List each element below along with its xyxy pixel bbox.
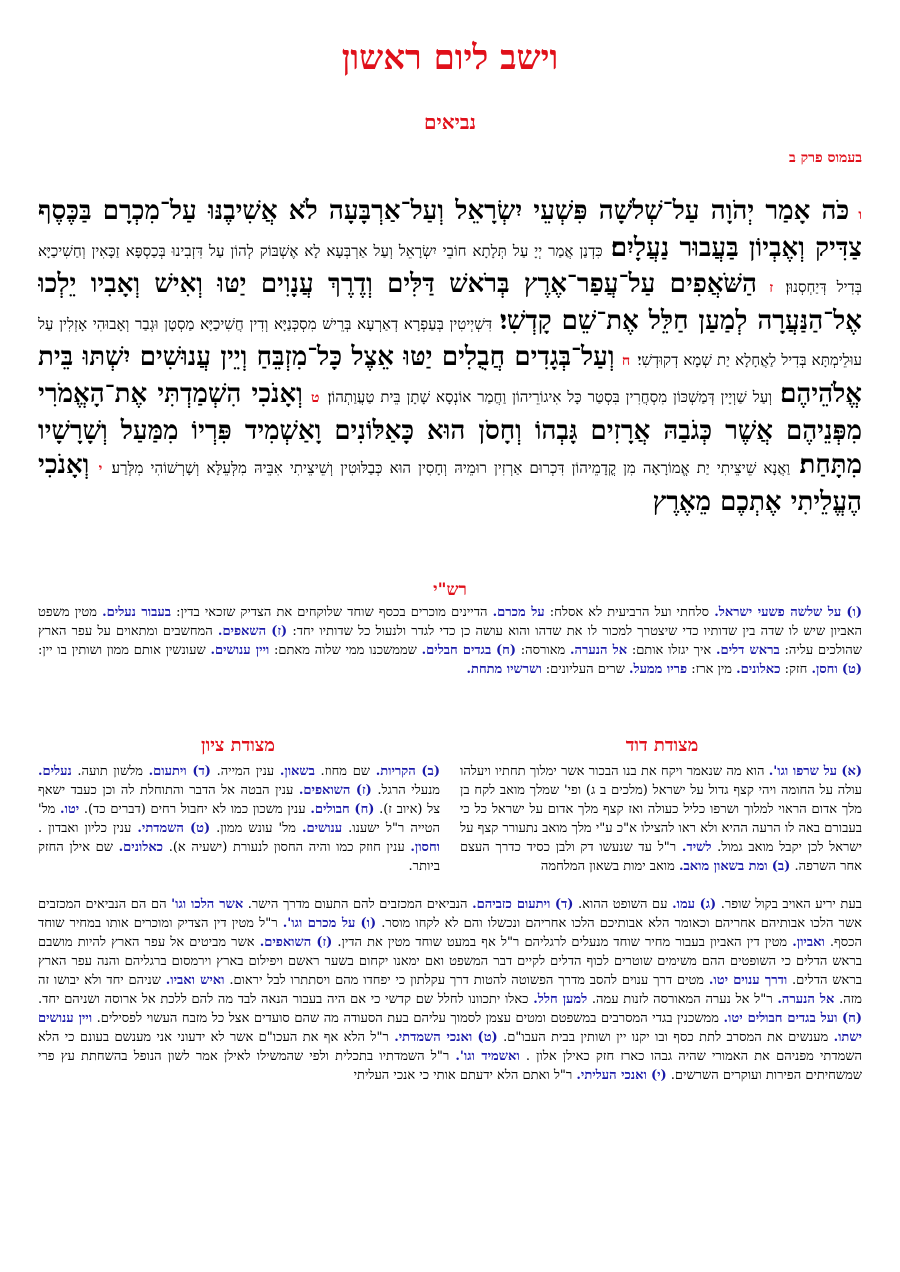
comment-heading: נעלים. xyxy=(38,764,72,779)
comment-heading: על מכרם. xyxy=(492,605,545,620)
comment-number: (ב) xyxy=(421,764,440,779)
comment-text: שרים העליונים: xyxy=(545,662,625,677)
targum-text: כִּדְנַן אֲמַר יְיָ עַל תְּלָתָא חוֹבֵי יִשְׂרָאֵל וְעַל אַרְבְּעָא לָא אֶשְׁבּוֹק לְהוֹן עַל דִּזְבִינוּ בְּכַסְפָּא זַכָּאִין וְחַשִׁיכַיָּא בְּדִיל דְּיַחְסְנוּן׃ xyxy=(38,242,862,296)
comment-heading: בעבור נעלים. xyxy=(102,605,171,620)
comment-number: (ז) xyxy=(355,783,372,798)
comment-text: בעת יריע האויב בקול שופר. xyxy=(720,897,862,912)
comment-heading: השמדתי. xyxy=(137,821,184,836)
comment-text: הוא מה שנאמר ויקח את בנו הבכור אשר ימלוך תחתיו ויעלהו עולה על החומה ויהי קצף גדול על ישראל (מלכים ב ג) ופי' שמלך מואב לקח בן מלך אדום הראוי למלוך ושרפו כליל כעולה ואז קצף מלך אדום על ישראל כל כי בעבורם באה לו הרעה ההיא ולא ראו להצילו א"כ ע"י מלך מואב נתעורר קצף על ישראל לכן יקבל מואב גמול. xyxy=(460,764,862,855)
comment-text: מטים דרך ענוים להסב מדרך הפשוטה להטות דרך עקלתון כי יפחדו מהם ויסתתרו לבל יראום. xyxy=(229,973,705,988)
comment-text: אשר מביטים אל עפר הארץ להיות מושבם בראש הדלים כי השופטים ההם משימים שוטרים לכוף הדלים לקיים דבר המשפט ואם ימאנו יקחום בשער ראשם ויפילום בארץ וירמסום ברגליהם והנה עפר הארץ בראש הדלים. xyxy=(38,935,862,988)
comment-number: (ז) xyxy=(316,935,333,950)
verse-text: הַשֹּׁאֲפִים עַל־עֲפַר־אֶרֶץ בְּרֹאשׁ דַּלִּים וְדֶרֶךְ עֲנָוִים יַטּוּ וְאִישׁ וְאָבִיו יֵלְכוּ אֶל־הַנַּעֲרָה לְמַעַן חַלֵּל אֶת־שֵׁם קָדְשִׁי׃ xyxy=(38,269,862,336)
comment-heading: הקריות. xyxy=(375,764,416,779)
comment-heading: ודרך ענוים יטו. xyxy=(708,973,788,988)
comment-number: (ב) xyxy=(771,859,791,874)
comment-heading: בשאון. xyxy=(279,764,315,779)
comment-heading: בראש דלים. xyxy=(715,643,780,658)
comment-heading: על שלשה פשעי ישראל. xyxy=(714,605,842,620)
comment-text: כאלו יתכוונו לחלל שם קדשי כי אם היה בעבור הנאה לבד מה להם ללכת אל ארוסה ושניהם יחד. xyxy=(38,992,529,1007)
comment-heading: ואשמיד וגו'. xyxy=(455,1049,520,1064)
comment-heading: ענושים. xyxy=(301,821,343,836)
comment-text: מל' עונש ממון. xyxy=(216,821,296,836)
comment-text: שם אילן החזק ביותר. xyxy=(38,840,440,874)
comment-text: מטין משפט האביון שיש לו שדה בין שדותיו כדי שיצטרך למכור לו את שדהו והוא עושה כן כדי לגדר ולנעול כל שדותיו יחד: xyxy=(38,605,862,639)
comment-heading: וחסן. xyxy=(811,662,838,677)
comment-text: ענין חוזק כמו והיה החסון לנעורת (ישעיה א). xyxy=(168,840,405,855)
comment-text: מטין דין האביון בעבור מחיר שוחד מנעלים לרגליהם ר"ל אף במעט שוחד מטין את הדין. xyxy=(337,935,788,950)
comment-heading: פריו ממעל. xyxy=(628,662,688,677)
metzudat-zion-column xyxy=(38,762,440,884)
comment-text: חזק: xyxy=(784,662,808,677)
comment-text: מנעלי הרגל. xyxy=(377,783,440,798)
comment-text: הנביאים המכזבים להם התעום מדרך הישר. xyxy=(247,897,468,912)
verse-number: ח xyxy=(621,353,631,369)
comment-heading: ועל בגדים חבולים יטו. xyxy=(723,1011,838,1026)
verse-number: ט xyxy=(310,390,320,406)
targum-text: וַאֲנָא שֵׁיצֵיתִי יַת אֱמוֹרָאָה מִן קֳדָמֵיהוֹן דִּכְרוּם אַרְזִין רוּמֵיהּ וְחָסִין הוּא כְּבַלּוּטִין וְשֵׁיצֵיתִי אִבֵּיהּ מִלְּעֵלָּא וְשָׁרְשׁוֹהִי מִלְּרַע׃ xyxy=(111,459,791,477)
verse-text: וְאָנֹכִי הֶעֱלֵיתִי אֶתְכֶם מֵאֶרֶץ xyxy=(38,450,862,517)
comment-number: (ג) xyxy=(699,897,717,912)
comment-heading: ואנכי העליתי. xyxy=(576,1068,647,1083)
comment-text: ענין המייה. xyxy=(216,764,275,779)
main-text xyxy=(38,195,862,580)
comment-text: מואב ימות בשאון המלחמה xyxy=(540,859,675,874)
verse-number: ו xyxy=(858,207,862,223)
comment-heading: ויין ענושים ישתו. xyxy=(38,1011,862,1045)
chapter-reference: בעמוס פרק ב xyxy=(789,150,862,166)
comment-text: שניהם יחד ולא יבושו זה מזה. xyxy=(38,973,862,1007)
comment-number: (ו) xyxy=(360,916,377,931)
comment-heading: ויתעום. xyxy=(148,764,187,779)
comment-text: ענין משכון כמו לא יחבול רחים (דברים כד). xyxy=(83,802,306,817)
comment-number: (א) xyxy=(841,764,862,779)
comment-heading: לשיד. xyxy=(681,840,712,855)
comment-text: ענין כליון ואבדון . xyxy=(38,821,132,836)
metzudat-zion-heading: מצודת ציון xyxy=(201,735,275,756)
rashi-heading: רש"י xyxy=(433,580,467,600)
metzudat-david-column xyxy=(460,762,862,897)
comment-text: מין ארז: xyxy=(691,662,732,677)
comment-heading: ושרשיו מתחת. xyxy=(466,662,542,677)
comment-text: הדיינים מוכרים בכסף שוחד שלוקחים את הצדיק שזכאי בדין: xyxy=(176,605,488,620)
comment-number: (ח) xyxy=(354,802,375,817)
comment-text: איך יגזלו אותם: xyxy=(631,643,712,658)
comment-heading: השואפים. xyxy=(259,935,312,950)
page-title: וישב ליום ראשון xyxy=(341,38,559,78)
comment-heading: וחסון. xyxy=(410,840,440,855)
comment-text: ר"ל השמדתיו בתכלית ולפי שהמשילו לאילן אמר לשון הנופל בהשחתת עץ פרי שמשחיתים הפירות ועוקרים השרשים. xyxy=(38,1049,862,1083)
verse-text: וְעַל־בְּגָדִים חֲבֻלִים יַטּוּ אֵצֶל כָּל־מִזְבֵּחַ וְיֵין עֲנוּשִׁים יִשְׁתּוּ בֵּית אֱלֹהֵיהֶם׃ xyxy=(38,342,862,409)
comment-text: הם הם הנביאים המכזבים אשר הלכו אבותיהם אחריהם וכאומר הלא אבותיכם הלכו אחריהם ונכשלו והם לא לקחו מוסר. xyxy=(38,897,862,931)
verse-number: י xyxy=(98,461,103,477)
comment-text: מלשון תועה. xyxy=(77,764,143,779)
comment-number: (ד) xyxy=(554,897,574,912)
comment-text: ר"ל ואתם הלא ידעתם אותי כי אנכי העליתי xyxy=(353,1068,573,1083)
comment-heading: השואפים. xyxy=(298,783,351,798)
comment-heading: ומת בשאון מואב. xyxy=(678,859,768,874)
comment-text: ר"ל אל נערה המאורסה לזנות עמה. xyxy=(591,992,773,1007)
comment-heading: למען חלל. xyxy=(533,992,588,1007)
metzudat-david-heading: מצודת דוד xyxy=(625,735,699,756)
comment-text: ממשכנין בגדי המסרבים במשפטם ומטים עצמן לסמוך עליהם בעת הסעודה מה שהם סועדים אצל כל מזבח העשוי לפסילים. xyxy=(96,1011,719,1026)
comment-text: שממשכנו ממי שלוה מאתם: xyxy=(274,643,417,658)
comment-text: מל' הטייה ר"ל ישענו. xyxy=(38,802,440,836)
comment-text: ר"ל עד שנעשו דק ולבן כסיד כדרך העצם אחר השרפה. xyxy=(460,840,862,874)
comment-heading: כאלונים. xyxy=(118,840,164,855)
comment-heading: ויין ענושים. xyxy=(210,643,270,658)
comment-number: (ט) xyxy=(477,1030,498,1045)
comment-heading: אל הנערה. xyxy=(777,992,835,1007)
targum-text: וְעַל שַׁוְיָין דְּמַשְׁכּוֹן מִסְחֲרִין בִּסְטַר כָּל אִיגוֹרֵיהוֹן וַחֲמַר אוֹנְסָא שָׁתָן בֵּית טַעֲוַתְהוֹן׃ xyxy=(327,388,773,406)
comment-text: מאורסה: xyxy=(520,643,566,658)
comment-text: עם השופט ההוא. xyxy=(578,897,668,912)
comment-heading: בגדים חבלים. xyxy=(421,643,492,658)
comment-text: שם מחוז. xyxy=(320,764,371,779)
comment-heading: על שרפו וגו'. xyxy=(768,764,838,779)
verse-text: כֹּה אָמַר יְהֹוָה עַל־שְׁלֹשָׁה פִּשְׁעֵי יִשְׂרָאֵל וְעַל־אַרְבָּעָה לֹא אֲשִׁיבֶנּוּ עַל־מִכְרָם בַּכֶּסֶף צַדִּיק וְאֶבְיוֹן בַּעֲבוּר נַעֲלָיִם׃ xyxy=(38,196,862,263)
comment-heading: השאפים. xyxy=(217,624,267,639)
comment-heading: אל הנערה. xyxy=(570,643,628,658)
comment-number: (ח) xyxy=(842,1011,862,1026)
comment-number: (י) xyxy=(650,1068,667,1083)
comment-text: מענשים את המסרב לתת כסף ובו יקנו יין ושותין בבית העבו"ם. xyxy=(503,1030,829,1045)
comment-heading: עמו. xyxy=(672,897,696,912)
metzudat-david-continuation xyxy=(38,895,862,1145)
comment-text: ענין הבטה אל הדבר והתוחלת לה וכן כעבד ישאף צל (איוב ז). xyxy=(38,783,440,817)
comment-number: (ט) xyxy=(841,662,862,677)
comment-heading: יטו. xyxy=(60,802,80,817)
comment-heading: ואביון. xyxy=(792,935,825,950)
comment-number: (ו) xyxy=(846,605,862,620)
targum-text: דִּשְׁיְיטִין בְּעַפְרָא דְאַרְעָא בְּרֵישׁ מִסְכְּנַיָּא וְדִין חֲשִׁיכַיָּא מַסְטָן וּגְבַר וְאָבוּהִי אָזְלִין עַל עוּלֵימְתָּא בְּדִיל לַאֲחָלָא יַת שְׁמָא דְקוּדְשִׁי׃ xyxy=(38,315,862,369)
comment-text: שעונשין אותם ממון ושותין בו יין: xyxy=(38,643,206,658)
rashi-commentary xyxy=(38,603,862,719)
comment-text: סלחתי ועל הרביעית לא אסלח: xyxy=(549,605,710,620)
comment-text: המחשבים ומתאוים על עפר הארץ שהולכים עליה: xyxy=(38,624,862,658)
comment-heading: ואיש ואביו. xyxy=(165,973,225,988)
comment-number: (ד) xyxy=(192,764,211,779)
comment-number: (ט) xyxy=(189,821,211,836)
comment-text: ר"ל הלא אף את העכו"ם אשר לא ידעוני אני מענשם בעונם כי הלא השמדתי מפניהם את האמורי שהיה גבהו כארז חזק כאילן אלון . xyxy=(38,1030,862,1064)
comment-number: (ח) xyxy=(495,643,516,658)
comment-heading: ואנכי השמדתי. xyxy=(394,1030,473,1045)
verse-text: וְאָנֹכִי הִשְׁמַדְתִּי אֶת־הָאֱמֹרִי מִפְּנֵיהֶם אֲשֶׁר כְּגֹבַהּ אֲרָזִים גָּבְהוֹ וְחָסֹן הוּא כָּאַלּוֹנִים וָאַשְׁמִיד פִּרְיוֹ מִמַּעַל וְשָׁרָשָׁיו מִתָּחַת׃ xyxy=(38,379,862,480)
comment-heading: ויתעום כזביהם. xyxy=(472,897,551,912)
comment-heading: אשר הלכו וגו' xyxy=(171,897,244,912)
comment-text: ר"ל מטין דין הצדיק ומוכרים אותו במחיר שוחד הכסף. xyxy=(38,916,862,950)
comment-number: (ז) xyxy=(271,624,288,639)
section-title: נביאים xyxy=(424,110,476,134)
verse-number: ז xyxy=(769,280,774,296)
comment-heading: כאלונים. xyxy=(736,662,781,677)
comment-heading: על מכרם וגו'. xyxy=(282,916,356,931)
comment-heading: חבולים. xyxy=(310,802,350,817)
